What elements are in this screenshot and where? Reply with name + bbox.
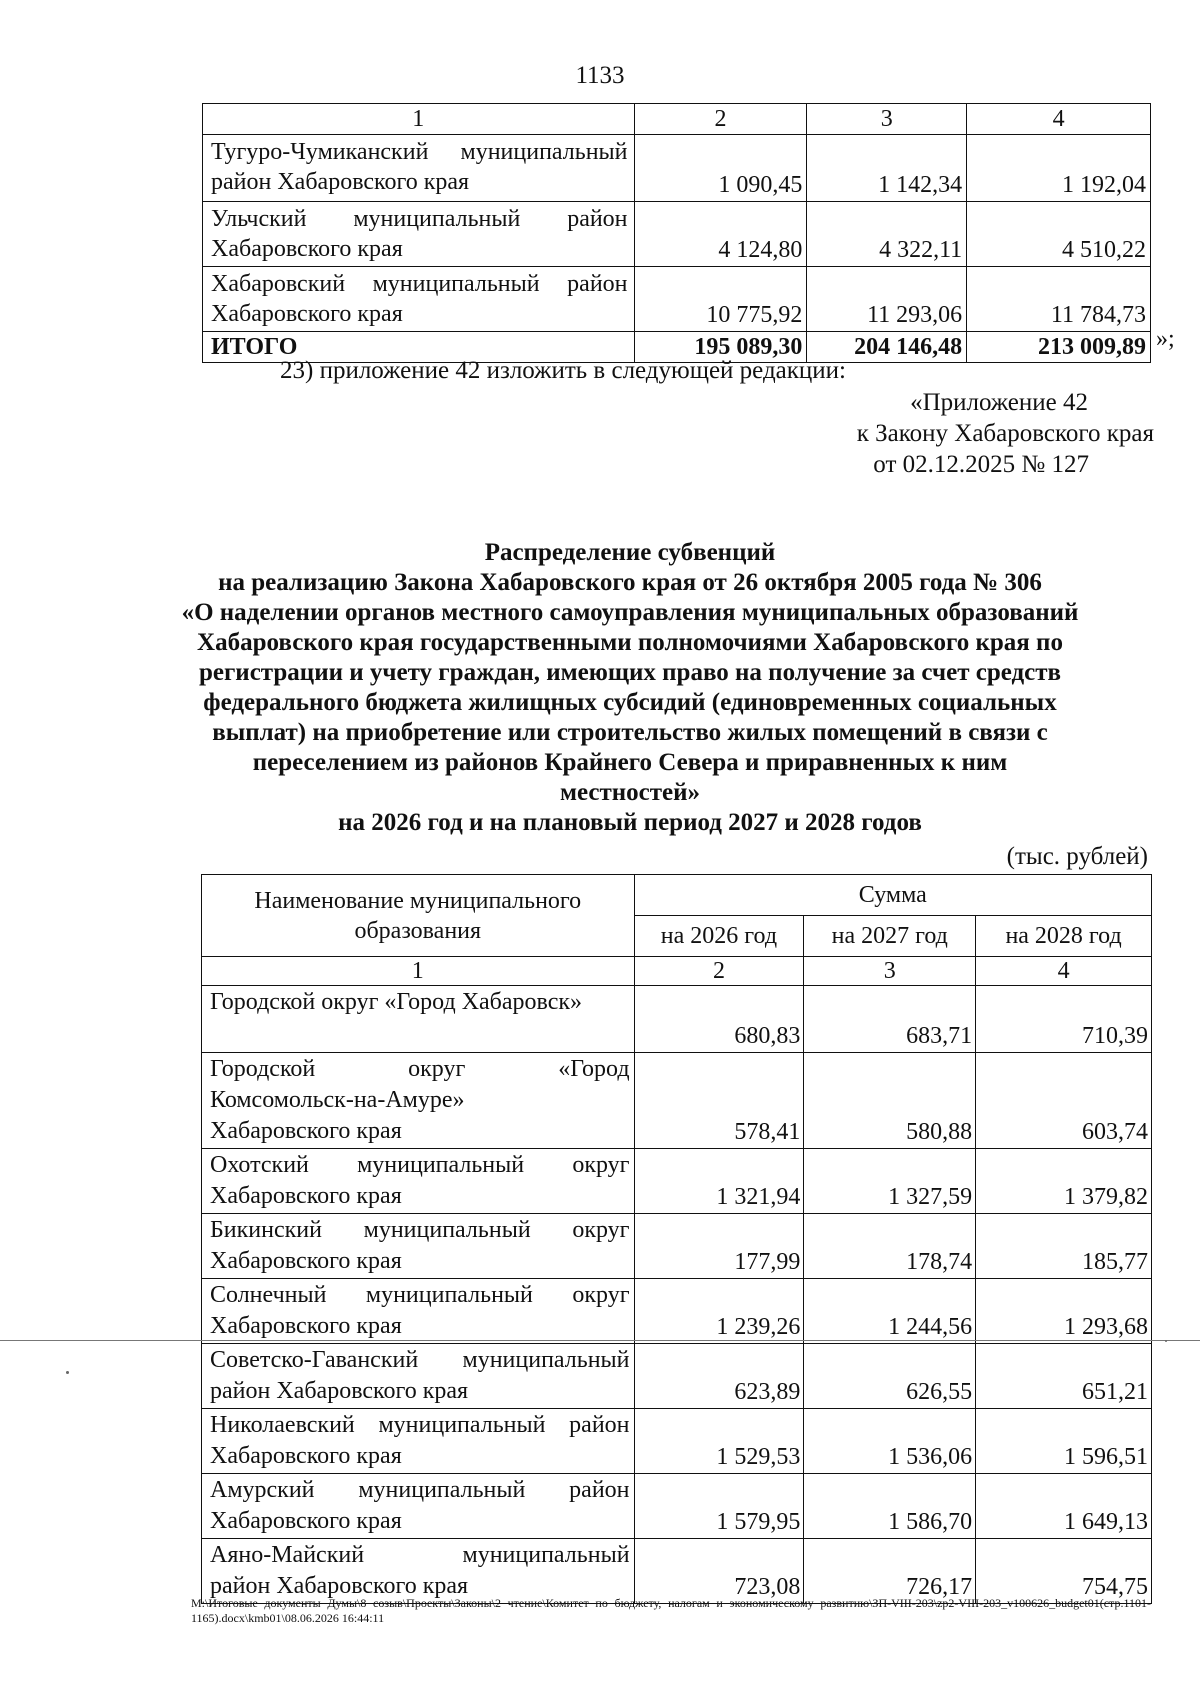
- value-2026: 1 090,45: [634, 135, 807, 202]
- municipality-name-line: Амурский муниципальный район: [210, 1477, 630, 1503]
- municipality-name-line: район Хабаровского края: [210, 1378, 469, 1404]
- table-row: [203, 202, 1151, 267]
- municipality-name-line: Хабаровского края: [210, 1118, 402, 1144]
- value-2027: 1 244,56: [804, 1279, 976, 1344]
- value-2028: 754,75: [976, 1539, 1152, 1604]
- value-2028: 603,74: [976, 1053, 1152, 1149]
- value-2027: 1 586,70: [804, 1474, 976, 1539]
- total-2027: 204 146,48: [807, 332, 967, 363]
- title-line: на реализацию Закона Хабаровского края от 26 октября 2005 года № 306: [218, 569, 1042, 596]
- municipality-name: [202, 1409, 635, 1474]
- value-2027: 11 293,06: [807, 267, 967, 332]
- value-2026: 1 579,95: [634, 1474, 804, 1539]
- value-2028: 710,39: [976, 986, 1152, 1053]
- value-2026: 1 321,94: [634, 1149, 804, 1214]
- value-2027: 1 536,06: [804, 1409, 976, 1474]
- header-sum: Сумма: [634, 875, 1151, 916]
- unit-label: (тыс. рублей): [1006, 843, 1148, 870]
- total-2026: 195 089,30: [634, 332, 807, 363]
- page-number: 1133: [575, 62, 625, 89]
- title-line: Распределение субвенций: [484, 539, 776, 566]
- municipality-name: [202, 1279, 635, 1344]
- table-row: [202, 1409, 1152, 1474]
- subvention-table: [201, 874, 1152, 1604]
- title-line: Хабаровского края государственными полномочиями Хабаровского края по: [197, 629, 1063, 656]
- column-number: 3: [804, 957, 976, 986]
- value-2027: 580,88: [804, 1053, 976, 1149]
- title-line: «О наделении органов местного самоуправления муниципальных образований: [181, 599, 1079, 626]
- column-number: 2: [634, 104, 807, 135]
- column-number: 1: [202, 957, 635, 986]
- municipality-name-line: Хабаровский муниципальный район: [211, 271, 628, 297]
- municipality-name: [202, 1344, 635, 1409]
- value-2026: 177,99: [634, 1214, 804, 1279]
- municipality-name: [203, 267, 635, 332]
- file-path-footer: М:\Итоговые документы Думы\8 созыв\Проекты\Законы\2 чтение\Комитет по бюджету, налогам и экономическому развитию\ЗП-VIII-203\zp2-VIII-203_v100626_budget01(стр.1101-1165).docx\kmb01\08.06.2026 16:44:11: [191, 1596, 1151, 1625]
- value-2027: 626,55: [804, 1344, 976, 1409]
- value-2027: 1 142,34: [807, 135, 967, 202]
- municipality-name-line: Советско-Гаванский муниципальный: [210, 1347, 630, 1373]
- table-row: [202, 1149, 1152, 1214]
- header-municipality: [202, 875, 635, 957]
- municipality-name-line: район Хабаровского края: [210, 1573, 469, 1599]
- value-2027: 683,71: [804, 986, 976, 1053]
- municipality-name: [203, 202, 635, 267]
- header-municipality-line: образования: [354, 917, 482, 944]
- header-row: [202, 875, 1152, 916]
- value-2026: 10 775,92: [634, 267, 807, 332]
- value-2028: 1 379,82: [976, 1149, 1152, 1214]
- header-year-2026: на 2026 год: [634, 916, 804, 957]
- value-2028: 1 192,04: [967, 135, 1151, 202]
- municipality-name-line: Хабаровского края: [210, 1313, 402, 1339]
- column-number: 3: [807, 104, 967, 135]
- municipality-name-line: Тугуро-Чумиканский муниципальный: [211, 139, 628, 165]
- municipality-name-line: Хабаровского края: [211, 301, 403, 327]
- column-number-row: [203, 104, 1151, 135]
- municipality-name-line: район Хабаровского края: [211, 169, 470, 195]
- value-2027: 1 327,59: [804, 1149, 976, 1214]
- municipality-name-line: Солнечный муниципальный округ: [210, 1282, 630, 1308]
- title-line: выплат) на приобретение или строительство жилых помещений в связи с: [212, 719, 1048, 746]
- municipality-name: [202, 986, 635, 1053]
- table-row: [202, 1214, 1152, 1279]
- table-row: [202, 1474, 1152, 1539]
- municipality-name-line: Хабаровского края: [210, 1443, 402, 1469]
- column-number: 1: [203, 104, 635, 135]
- municipality-name-line: Бикинский муниципальный округ: [210, 1217, 630, 1243]
- header-year-2027: на 2027 год: [804, 916, 976, 957]
- column-number: 4: [967, 104, 1151, 135]
- value-2027: 178,74: [804, 1214, 976, 1279]
- scan-speck: [66, 1371, 69, 1374]
- amendment-instruction: 23) приложение 42 изложить в следующей редакции:: [280, 357, 846, 384]
- value-2026: 4 124,80: [634, 202, 807, 267]
- scan-artifact-line: [0, 1340, 1200, 1341]
- value-2028: 4 510,22: [967, 202, 1151, 267]
- column-number: 4: [976, 957, 1152, 986]
- table-row: [203, 135, 1151, 202]
- value-2028: 11 784,73: [967, 267, 1151, 332]
- value-2028: 1 293,68: [976, 1279, 1152, 1344]
- value-2027: 4 322,11: [807, 202, 967, 267]
- title-line: регистрации и учету граждан, имеющих право на получение за счет средств: [198, 659, 1062, 686]
- value-2026: 578,41: [634, 1053, 804, 1149]
- municipality-name-line: Ульчский муниципальный район: [211, 206, 628, 232]
- appendix-date-number: от 02.12.2025 № 127: [873, 451, 1089, 478]
- subvention-table-body: [202, 875, 1152, 1604]
- municipality-name-line: Хабаровского края: [210, 1183, 402, 1209]
- value-2026: 1 529,53: [634, 1409, 804, 1474]
- value-2028: 1 649,13: [976, 1474, 1152, 1539]
- table-row: [203, 267, 1151, 332]
- municipality-name: [202, 1053, 635, 1149]
- municipality-name: [203, 135, 635, 202]
- column-number-row: [202, 957, 1152, 986]
- municipality-name-line: Комсомольск-на-Амуре»: [210, 1087, 465, 1113]
- table-row: [202, 1539, 1152, 1604]
- municipality-name-line: Городской округ «Город: [210, 1056, 630, 1082]
- municipality-name-line: Городской округ «Город Хабаровск»: [210, 989, 583, 1015]
- table-row: [202, 1279, 1152, 1344]
- title-line: федерального бюджета жилищных субсидий (единовременных социальных: [203, 689, 1057, 716]
- municipality-name: [202, 1214, 635, 1279]
- header-municipality-line: Наименование муниципального: [254, 887, 582, 914]
- municipality-name: [202, 1539, 635, 1604]
- municipality-name-line: Хабаровского края: [210, 1508, 402, 1534]
- value-2028: 185,77: [976, 1214, 1152, 1279]
- closing-quote-mark: »;: [1156, 326, 1175, 352]
- continued-table: [202, 103, 1151, 363]
- value-2026: 623,89: [634, 1344, 804, 1409]
- table-row: [202, 1344, 1152, 1409]
- value-2026: 680,83: [634, 986, 804, 1053]
- value-2027: 726,17: [804, 1539, 976, 1604]
- value-2028: 651,21: [976, 1344, 1152, 1409]
- municipality-name: [202, 1474, 635, 1539]
- municipality-name-line: Охотский муниципальный округ: [210, 1152, 630, 1178]
- municipality-name: [202, 1149, 635, 1214]
- table-row: [202, 1053, 1152, 1149]
- value-2026: 723,08: [634, 1539, 804, 1604]
- total-2028: 213 009,89: [967, 332, 1151, 363]
- continued-table-body: [203, 104, 1151, 363]
- value-2028: 1 596,51: [976, 1409, 1152, 1474]
- column-number: 2: [634, 957, 804, 986]
- municipality-name-line: Хабаровского края: [210, 1248, 402, 1274]
- scan-speck: [1165, 1340, 1167, 1342]
- header-year-2028: на 2028 год: [976, 916, 1152, 957]
- municipality-name-line: Хабаровского края: [211, 236, 403, 262]
- municipality-name-line: Аяно-Майский муниципальный: [210, 1542, 630, 1568]
- total-label: ИТОГО: [203, 332, 635, 363]
- table-row: [202, 986, 1152, 1053]
- appendix-law-reference: к Закону Хабаровского края: [856, 420, 1154, 447]
- title-line: переселением из районов Крайнего Севера и приравненных к ним местностей»: [252, 749, 1008, 806]
- appendix-label: «Приложение 42: [910, 389, 1088, 416]
- value-2026: 1 239,26: [634, 1279, 804, 1344]
- municipality-name-line: Николаевский муниципальный район: [210, 1412, 630, 1438]
- title-line: на 2026 год и на плановый период 2027 и 2028 годов: [338, 809, 922, 836]
- document-title: [180, 538, 1080, 838]
